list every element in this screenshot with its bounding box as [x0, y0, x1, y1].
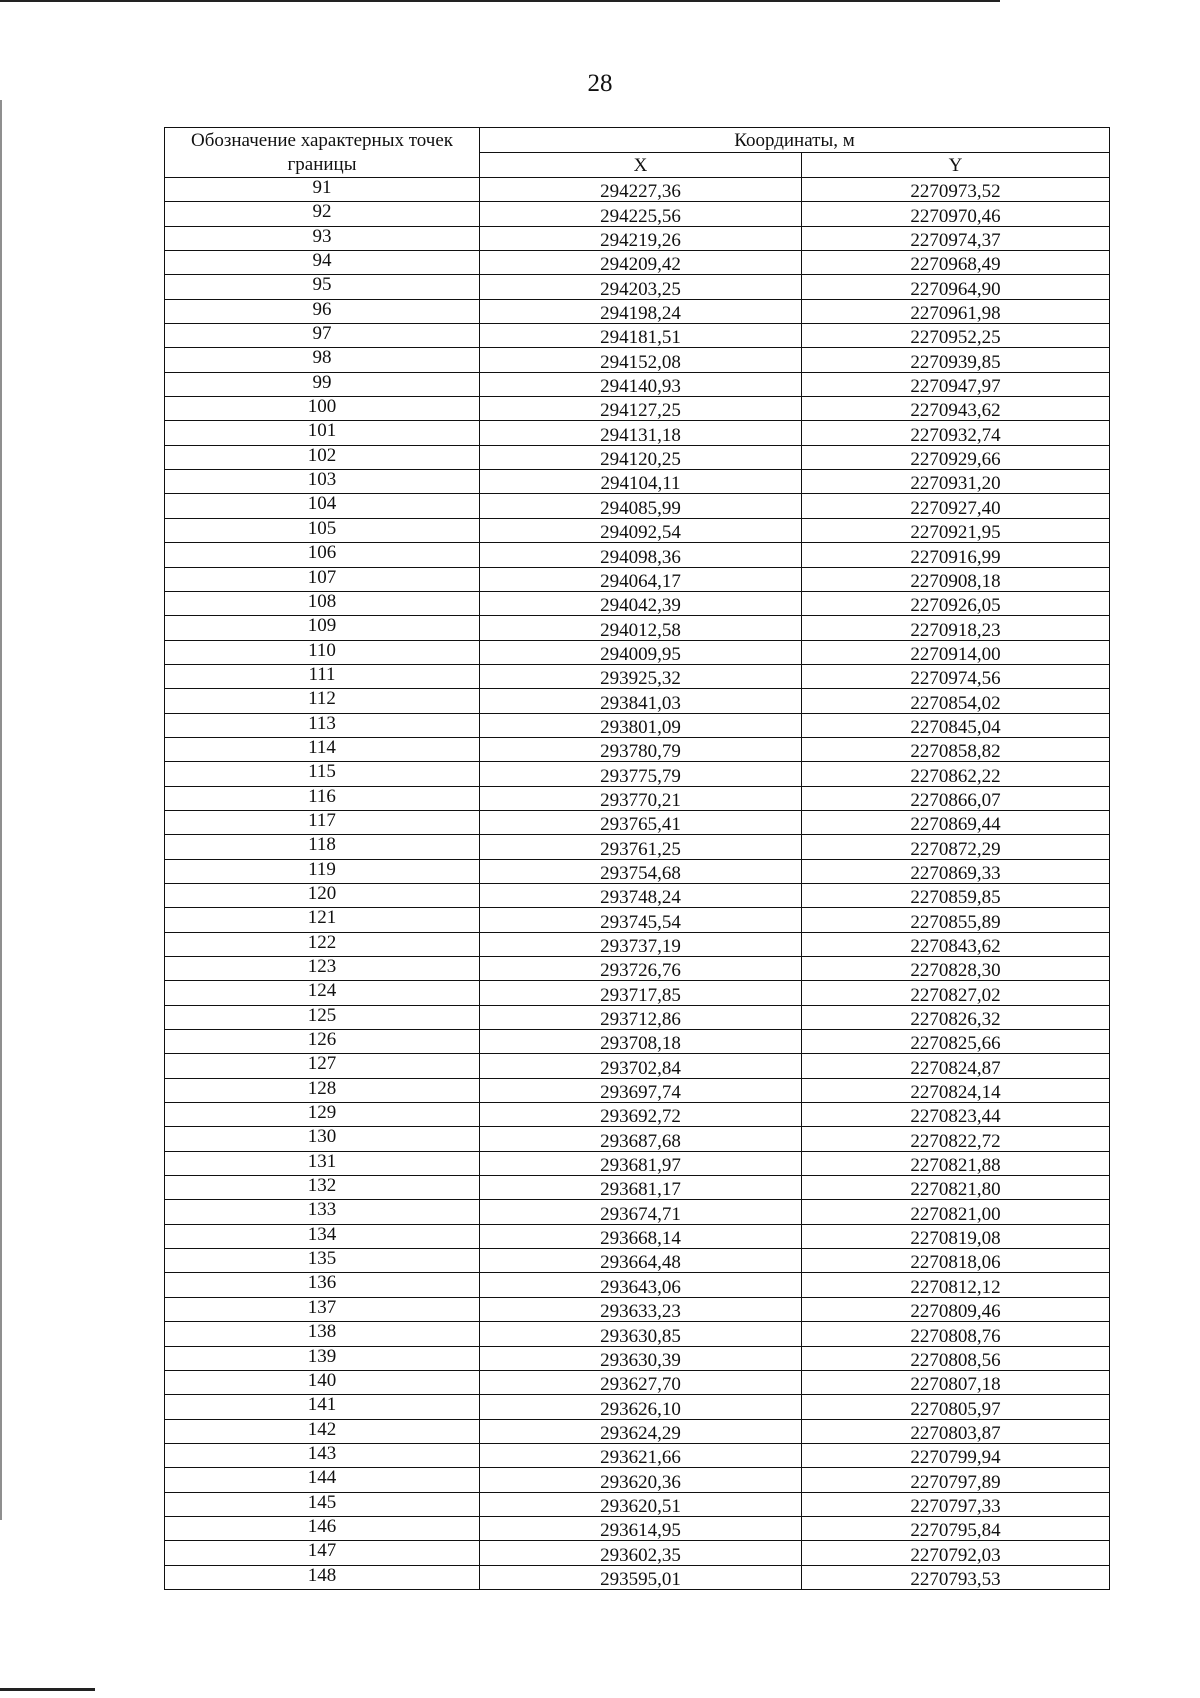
y-coordinate-cell: 2270918,23: [802, 616, 1110, 640]
x-coordinate-cell: 294209,42: [480, 251, 802, 275]
x-coordinate-cell: 294042,39: [480, 591, 802, 615]
x-coordinate-cell: 293780,79: [480, 737, 802, 761]
x-coordinate-cell: 293801,09: [480, 713, 802, 737]
point-number-cell: 128: [165, 1078, 480, 1102]
x-coordinate-cell: 294064,17: [480, 567, 802, 591]
point-number-cell: 122: [165, 932, 480, 956]
x-coordinate-cell: 293602,35: [480, 1541, 802, 1565]
x-coordinate-cell: 293925,32: [480, 664, 802, 688]
y-coordinate-cell: 2270824,87: [802, 1054, 1110, 1078]
y-coordinate-cell: 2270931,20: [802, 470, 1110, 494]
point-number-cell: 145: [165, 1492, 480, 1516]
y-coordinate-cell: 2270927,40: [802, 494, 1110, 518]
x-coordinate-cell: 293681,17: [480, 1176, 802, 1200]
y-coordinate-cell: 2270916,99: [802, 543, 1110, 567]
x-coordinate-cell: 293630,85: [480, 1322, 802, 1346]
y-coordinate-cell: 2270827,02: [802, 981, 1110, 1005]
point-number-cell: 120: [165, 883, 480, 907]
table-row: [165, 324, 1110, 348]
x-coordinate-cell: 293748,24: [480, 883, 802, 907]
table-row: [165, 1395, 1110, 1419]
y-coordinate-cell: 2270821,80: [802, 1176, 1110, 1200]
point-number-cell: 121: [165, 908, 480, 932]
point-number-cell: 143: [165, 1443, 480, 1467]
coordinates-table: [164, 127, 1110, 1590]
table-row: [165, 1468, 1110, 1492]
x-coordinate-cell: 293595,01: [480, 1565, 802, 1589]
table-row: [165, 1054, 1110, 1078]
table-row: [165, 1200, 1110, 1224]
scan-edge-top: [0, 0, 1000, 2]
y-coordinate-cell: 2270872,29: [802, 835, 1110, 859]
point-number-cell: 113: [165, 713, 480, 737]
y-coordinate-cell: 2270939,85: [802, 348, 1110, 372]
point-number-cell: 99: [165, 372, 480, 396]
x-coordinate-cell: 293614,95: [480, 1516, 802, 1540]
table-row: [165, 1249, 1110, 1273]
point-number-cell: 119: [165, 859, 480, 883]
page-number: 28: [587, 70, 613, 97]
x-coordinate-cell: 293627,70: [480, 1370, 802, 1394]
y-coordinate-cell: 2270793,53: [802, 1565, 1110, 1589]
y-coordinate-cell: 2270823,44: [802, 1103, 1110, 1127]
table-row: [165, 1541, 1110, 1565]
y-coordinate-cell: 2270821,88: [802, 1151, 1110, 1175]
y-coordinate-cell: 2270869,33: [802, 859, 1110, 883]
point-number-cell: 137: [165, 1297, 480, 1321]
table-row: [165, 713, 1110, 737]
point-number-cell: 127: [165, 1054, 480, 1078]
x-coordinate-cell: 293624,29: [480, 1419, 802, 1443]
table-row: [165, 421, 1110, 445]
table-row: [165, 1346, 1110, 1370]
y-coordinate-cell: 2270799,94: [802, 1443, 1110, 1467]
x-coordinate-cell: 293717,85: [480, 981, 802, 1005]
point-number-cell: 112: [165, 689, 480, 713]
table-row: [165, 1297, 1110, 1321]
x-coordinate-cell: 294203,25: [480, 275, 802, 299]
y-coordinate-cell: 2270862,22: [802, 762, 1110, 786]
x-coordinate-cell: 293692,72: [480, 1103, 802, 1127]
table-row: [165, 591, 1110, 615]
table-row: [165, 1030, 1110, 1054]
table-row: [165, 178, 1110, 202]
x-coordinate-cell: 293633,23: [480, 1297, 802, 1321]
x-coordinate-cell: 294227,36: [480, 178, 802, 202]
x-coordinate-cell: 294009,95: [480, 640, 802, 664]
y-coordinate-cell: 2270932,74: [802, 421, 1110, 445]
y-coordinate-cell: 2270828,30: [802, 957, 1110, 981]
point-number-cell: 126: [165, 1030, 480, 1054]
y-coordinate-cell: 2270973,52: [802, 178, 1110, 202]
point-number-cell: 141: [165, 1395, 480, 1419]
y-coordinate-cell: 2270926,05: [802, 591, 1110, 615]
point-number-cell: 130: [165, 1127, 480, 1151]
table-row: [165, 1103, 1110, 1127]
table-row: [165, 251, 1110, 275]
table-body: [165, 178, 1110, 1590]
x-coordinate-cell: 294198,24: [480, 299, 802, 323]
table-row: [165, 226, 1110, 250]
x-coordinate-cell: 294152,08: [480, 348, 802, 372]
y-coordinate-cell: 2270824,14: [802, 1078, 1110, 1102]
y-coordinate-cell: 2270914,00: [802, 640, 1110, 664]
x-coordinate-cell: 294219,26: [480, 226, 802, 250]
x-coordinate-cell: 293761,25: [480, 835, 802, 859]
y-coordinate-cell: 2270822,72: [802, 1127, 1110, 1151]
point-number-cell: 138: [165, 1322, 480, 1346]
table-row: [165, 835, 1110, 859]
x-coordinate-cell: 293708,18: [480, 1030, 802, 1054]
table-row: [165, 1151, 1110, 1175]
y-coordinate-cell: 2270929,66: [802, 445, 1110, 469]
table-row: [165, 397, 1110, 421]
table-row: [165, 908, 1110, 932]
x-coordinate-cell: 293620,36: [480, 1468, 802, 1492]
table-row: [165, 664, 1110, 688]
point-number-cell: 110: [165, 640, 480, 664]
x-coordinate-cell: 293775,79: [480, 762, 802, 786]
y-coordinate-cell: 2270854,02: [802, 689, 1110, 713]
table-row: [165, 372, 1110, 396]
y-coordinate-cell: 2270974,37: [802, 226, 1110, 250]
y-coordinate-cell: 2270821,00: [802, 1200, 1110, 1224]
x-coordinate-cell: 293664,48: [480, 1249, 802, 1273]
point-number-cell: 147: [165, 1541, 480, 1565]
y-coordinate-cell: 2270952,25: [802, 324, 1110, 348]
x-coordinate-cell: 293702,84: [480, 1054, 802, 1078]
table-row: [165, 981, 1110, 1005]
y-coordinate-cell: 2270961,98: [802, 299, 1110, 323]
y-coordinate-cell: 2270866,07: [802, 786, 1110, 810]
y-coordinate-cell: 2270974,56: [802, 664, 1110, 688]
table-row: [165, 445, 1110, 469]
y-coordinate-cell: 2270803,87: [802, 1419, 1110, 1443]
point-number-cell: 97: [165, 324, 480, 348]
table-row: [165, 616, 1110, 640]
table-row: [165, 957, 1110, 981]
x-coordinate-cell: 293745,54: [480, 908, 802, 932]
y-coordinate-cell: 2270797,89: [802, 1468, 1110, 1492]
table-header: [165, 128, 1110, 178]
scan-edge-left: [0, 100, 2, 1520]
table-row: [165, 1492, 1110, 1516]
x-coordinate-cell: 293697,74: [480, 1078, 802, 1102]
y-coordinate-cell: 2270812,12: [802, 1273, 1110, 1297]
x-coordinate-cell: 293737,19: [480, 932, 802, 956]
point-number-cell: 100: [165, 397, 480, 421]
x-coordinate-cell: 293841,03: [480, 689, 802, 713]
point-number-cell: 106: [165, 543, 480, 567]
table-row: [165, 494, 1110, 518]
table-row: [165, 1443, 1110, 1467]
y-coordinate-cell: 2270808,76: [802, 1322, 1110, 1346]
point-number-cell: 93: [165, 226, 480, 250]
x-coordinate-cell: 294127,25: [480, 397, 802, 421]
y-coordinate-cell: 2270805,97: [802, 1395, 1110, 1419]
point-number-cell: 129: [165, 1103, 480, 1127]
table-row: [165, 470, 1110, 494]
header-coordinates: Координаты, м: [480, 128, 1110, 153]
point-number-cell: 104: [165, 494, 480, 518]
table-row: [165, 567, 1110, 591]
y-coordinate-cell: 2270825,66: [802, 1030, 1110, 1054]
table-row: [165, 786, 1110, 810]
table-row: [165, 518, 1110, 542]
point-number-cell: 103: [165, 470, 480, 494]
x-coordinate-cell: 293712,86: [480, 1005, 802, 1029]
point-number-cell: 91: [165, 178, 480, 202]
table-row: [165, 689, 1110, 713]
y-coordinate-cell: 2270970,46: [802, 202, 1110, 226]
point-number-cell: 105: [165, 518, 480, 542]
x-coordinate-cell: 293621,66: [480, 1443, 802, 1467]
point-number-cell: 132: [165, 1176, 480, 1200]
table-row: [165, 1127, 1110, 1151]
table-row: [165, 275, 1110, 299]
y-coordinate-cell: 2270843,62: [802, 932, 1110, 956]
y-coordinate-cell: 2270855,89: [802, 908, 1110, 932]
y-coordinate-cell: 2270908,18: [802, 567, 1110, 591]
table-row: [165, 1224, 1110, 1248]
point-number-cell: 140: [165, 1370, 480, 1394]
header-x: X: [480, 153, 802, 178]
y-coordinate-cell: 2270859,85: [802, 883, 1110, 907]
x-coordinate-cell: 294085,99: [480, 494, 802, 518]
y-coordinate-cell: 2270826,32: [802, 1005, 1110, 1029]
x-coordinate-cell: 293765,41: [480, 810, 802, 834]
point-number-cell: 146: [165, 1516, 480, 1540]
table-row: [165, 640, 1110, 664]
x-coordinate-cell: 293626,10: [480, 1395, 802, 1419]
point-number-cell: 117: [165, 810, 480, 834]
x-coordinate-cell: 294181,51: [480, 324, 802, 348]
y-coordinate-cell: 2270809,46: [802, 1297, 1110, 1321]
y-coordinate-cell: 2270858,82: [802, 737, 1110, 761]
y-coordinate-cell: 2270964,90: [802, 275, 1110, 299]
x-coordinate-cell: 294140,93: [480, 372, 802, 396]
point-number-cell: 148: [165, 1565, 480, 1589]
table-row: [165, 859, 1110, 883]
point-number-cell: 118: [165, 835, 480, 859]
table-row: [165, 810, 1110, 834]
y-coordinate-cell: 2270792,03: [802, 1541, 1110, 1565]
point-number-cell: 139: [165, 1346, 480, 1370]
point-number-cell: 114: [165, 737, 480, 761]
x-coordinate-cell: 293643,06: [480, 1273, 802, 1297]
x-coordinate-cell: 293687,68: [480, 1127, 802, 1151]
x-coordinate-cell: 293754,68: [480, 859, 802, 883]
header-y: Y: [802, 153, 1110, 178]
point-number-cell: 133: [165, 1200, 480, 1224]
y-coordinate-cell: 2270795,84: [802, 1516, 1110, 1540]
x-coordinate-cell: 294092,54: [480, 518, 802, 542]
x-coordinate-cell: 293726,76: [480, 957, 802, 981]
point-number-cell: 124: [165, 981, 480, 1005]
point-number-cell: 144: [165, 1468, 480, 1492]
table-row: [165, 1419, 1110, 1443]
y-coordinate-cell: 2270807,18: [802, 1370, 1110, 1394]
point-number-cell: 108: [165, 591, 480, 615]
point-number-cell: 94: [165, 251, 480, 275]
y-coordinate-cell: 2270819,08: [802, 1224, 1110, 1248]
y-coordinate-cell: 2270943,62: [802, 397, 1110, 421]
point-number-cell: 116: [165, 786, 480, 810]
table-row: [165, 1176, 1110, 1200]
point-number-cell: 101: [165, 421, 480, 445]
table-row: [165, 348, 1110, 372]
y-coordinate-cell: 2270845,04: [802, 713, 1110, 737]
point-number-cell: 102: [165, 445, 480, 469]
point-number-cell: 136: [165, 1273, 480, 1297]
table-row: [165, 1005, 1110, 1029]
table-row: [165, 1273, 1110, 1297]
point-number-cell: 123: [165, 957, 480, 981]
y-coordinate-cell: 2270869,44: [802, 810, 1110, 834]
point-number-cell: 92: [165, 202, 480, 226]
point-number-cell: 107: [165, 567, 480, 591]
table-row: [165, 1565, 1110, 1589]
point-number-cell: 125: [165, 1005, 480, 1029]
table-row: [165, 299, 1110, 323]
point-number-cell: 115: [165, 762, 480, 786]
table-row: [165, 762, 1110, 786]
table-row: [165, 543, 1110, 567]
table-row: [165, 202, 1110, 226]
point-number-cell: 95: [165, 275, 480, 299]
x-coordinate-cell: 293668,14: [480, 1224, 802, 1248]
x-coordinate-cell: 294104,11: [480, 470, 802, 494]
x-coordinate-cell: 294098,36: [480, 543, 802, 567]
x-coordinate-cell: 294012,58: [480, 616, 802, 640]
x-coordinate-cell: 293674,71: [480, 1200, 802, 1224]
x-coordinate-cell: 293630,39: [480, 1346, 802, 1370]
table-row: [165, 1370, 1110, 1394]
point-number-cell: 142: [165, 1419, 480, 1443]
x-coordinate-cell: 293620,51: [480, 1492, 802, 1516]
table-row: [165, 932, 1110, 956]
x-coordinate-cell: 293681,97: [480, 1151, 802, 1175]
y-coordinate-cell: 2270808,56: [802, 1346, 1110, 1370]
table-row: [165, 1322, 1110, 1346]
point-number-cell: 111: [165, 664, 480, 688]
x-coordinate-cell: 294225,56: [480, 202, 802, 226]
point-number-cell: 109: [165, 616, 480, 640]
header-point-label: Обозначение характерных точек границы: [165, 128, 480, 178]
y-coordinate-cell: 2270947,97: [802, 372, 1110, 396]
y-coordinate-cell: 2270797,33: [802, 1492, 1110, 1516]
y-coordinate-cell: 2270921,95: [802, 518, 1110, 542]
point-number-cell: 98: [165, 348, 480, 372]
table-row: [165, 737, 1110, 761]
table-row: [165, 1078, 1110, 1102]
y-coordinate-cell: 2270818,06: [802, 1249, 1110, 1273]
point-number-cell: 96: [165, 299, 480, 323]
table-row: [165, 1516, 1110, 1540]
x-coordinate-cell: 293770,21: [480, 786, 802, 810]
x-coordinate-cell: 294131,18: [480, 421, 802, 445]
scan-edge-bottom: [0, 1688, 95, 1691]
y-coordinate-cell: 2270968,49: [802, 251, 1110, 275]
point-number-cell: 134: [165, 1224, 480, 1248]
point-number-cell: 131: [165, 1151, 480, 1175]
x-coordinate-cell: 294120,25: [480, 445, 802, 469]
table-row: [165, 883, 1110, 907]
point-number-cell: 135: [165, 1249, 480, 1273]
